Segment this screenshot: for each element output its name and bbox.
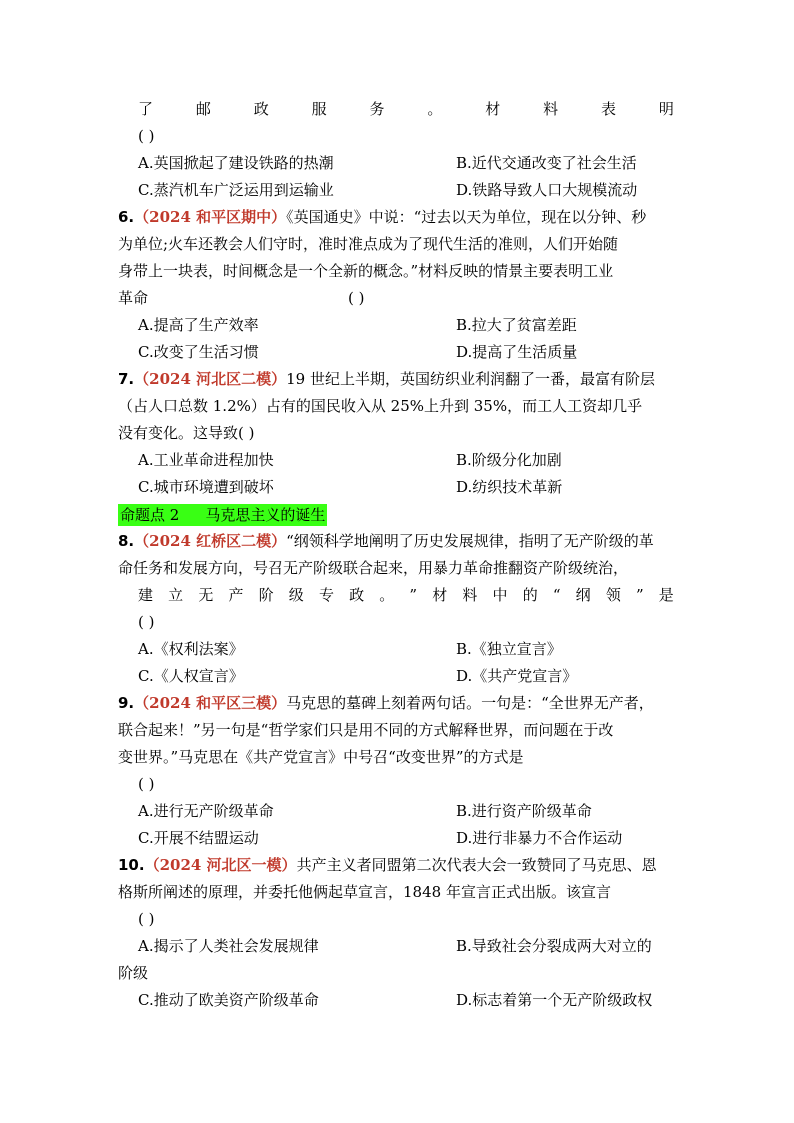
q10-text: 共产主义者同盟第二次代表大会一致赞同了马克思、恩 [296,856,657,874]
q8-text: “纲领科学地阐明了历史发展规律，指明了无产阶级的革 [286,532,654,550]
q9-option-d[interactable]: D.进行非暴力不合作运动 [456,829,623,847]
q5-option-c[interactable]: C.蒸汽机车广泛运用到运输业 [138,181,334,199]
q5-option-d[interactable]: D.铁路导致人口大规模流动 [456,181,638,199]
q8-option-a[interactable]: A.《权利法案》 [138,640,244,658]
q6-stem-line-1 [118,204,676,231]
q8-char: 纲 [575,586,591,604]
q8-options-row-2 [118,663,676,690]
q8-char: 专 [318,586,334,604]
q10-source: （2024 河北区一模） [144,856,297,874]
q8-option-b[interactable]: B.《独立宣言》 [456,640,562,658]
q9-stem-line-1 [118,690,676,717]
q8-option-d[interactable]: D.《共产党宣言》 [456,667,578,685]
q6-bracket: ( ) [348,289,365,307]
q7-options-row-1 [118,447,676,474]
q10-bracket: ( ) [138,910,155,928]
q8-char: 材 [432,586,448,604]
q7-option-d[interactable]: D.纺织技术革新 [456,478,563,496]
q10-option-b-continued: 阶级 [118,964,149,982]
q8-char: 领 [605,586,621,604]
q9-number: 9. [118,694,135,712]
q6-option-a[interactable]: A.提高了生产效率 [138,316,259,334]
q7-option-c[interactable]: C.城市环境遭到破坏 [138,478,274,496]
topic-heading [118,501,676,528]
q6-stem-line-2: 为单位;火车还教会人们守时，准时准点成为了现代生活的准则，人们开始随 [118,235,619,253]
q5-char: 料 [543,100,559,118]
question-list [118,96,676,1014]
q9-stem-line-3: 变世界。”马克思在《共产党宣言》中号召“改变世界”的方式是 [118,748,524,766]
q7-option-a[interactable]: A.工业革命进程加快 [138,451,274,469]
q8-stem-line-1 [118,528,676,555]
q8-bracket: ( ) [138,613,155,631]
q8-spread-line [118,582,676,609]
q7-number: 7. [118,370,135,388]
q6-option-b[interactable]: B.拉大了贫富差距 [456,316,577,334]
q8-char: 无 [198,586,214,604]
q6-options-row-2 [118,339,676,366]
q5-char: 服 [311,100,327,118]
q8-number: 8. [118,532,135,550]
q10-stem-line-2: 格斯所阐述的原理，并委托他俩起草宣言，1848 年宣言正式出版。该宣言 [118,883,611,901]
q5-char: 。 [427,100,443,118]
q6-text: 《英国通史》中说：“过去以天为单位，现在以分钟、秒 [286,208,647,226]
q9-options-row-1 [118,798,676,825]
q9-options-row-2 [118,825,676,852]
q9-option-c[interactable]: C.开展不结盟运动 [138,829,259,847]
q5-char: 务 [369,100,385,118]
q8-char: 政 [349,586,365,604]
q7-options-row-2 [118,474,676,501]
q8-char: 中 [492,586,508,604]
q9-bracket: ( ) [138,775,155,793]
q6-option-d[interactable]: D.提高了生活质量 [456,343,578,361]
q6-option-c[interactable]: C.改变了生活习惯 [138,343,259,361]
topic-highlight [118,504,327,526]
q6-stem-line-3: 身带上一块表，时间概念是一个全新的概念。”材料反映的情景主要表明工业 [118,262,614,280]
q5-bracket: ( ) [138,127,155,145]
q8-char: “ [552,586,561,604]
q7-stem-line-1 [118,366,676,393]
q5-char: 邮 [195,100,211,118]
q7-stem-line-2: （占人口总数 1.2%）占有的国民收入从 25%上升到 35%，而工人工资却几乎 [118,397,643,415]
q10-options-row-2 [118,987,676,1014]
q7-option-b[interactable]: B.阶级分化加剧 [456,451,562,469]
q8-stem-line-2: 命任务和发展方向，号召无产阶级联合起来，用暴力革命推翻资产阶级统治， [118,559,629,577]
q5-option-b[interactable]: B.近代交通改变了社会生活 [456,154,637,172]
q5-options-row-1 [118,150,676,177]
q8-char: 料 [462,586,478,604]
q10-option-d[interactable]: D.标志着第一个无产阶级政权 [456,991,653,1009]
q8-char: 是 [658,586,674,604]
q8-char: 立 [168,586,184,604]
q8-char: 产 [228,586,244,604]
q5-option-a[interactable]: A.英国掀起了建设铁路的热潮 [138,154,334,172]
q6-options-row-1 [118,312,676,339]
q8-option-c[interactable]: C.《人权宣言》 [138,667,244,685]
q6-last-text: 革命 [118,289,149,307]
q8-char: 建 [138,586,154,604]
q8-char: ” [635,586,644,604]
q10-option-c[interactable]: C.推动了欧美资产阶级革命 [138,991,319,1009]
q8-char: 级 [288,586,304,604]
topic-label: 命题点 2 [120,506,180,524]
q7-stem-line-3: 没有变化。这导致( ) [118,424,255,442]
q8-char: 阶 [258,586,274,604]
q6-stem-line-4 [118,285,676,312]
q8-options-row-1 [118,636,676,663]
q9-option-a[interactable]: A.进行无产阶级革命 [138,802,274,820]
q8-source: （2024 红桥区二模） [134,532,287,550]
q9-source: （2024 和平区三模） [134,694,287,712]
q9-text: 马克思的墓碑上刻着两句话。一句是：“全世界无产者， [286,694,654,712]
q6-source: （2024 和平区期中） [134,208,287,226]
q10-number: 10. [118,856,145,874]
q9-stem-line-2: 联合起来！”另一句是“哲学家们只是用不同的方式解释世界，而问题在于改 [118,721,614,739]
q5-char: 政 [253,100,269,118]
q5-char: 了 [138,100,154,118]
q10-stem-line-1 [118,852,676,879]
topic-title: 马克思主义的诞生 [205,506,326,524]
q5-char: 材 [485,100,501,118]
q10-option-b[interactable]: B.导致社会分裂成两大对立的 [456,937,652,955]
q7-text: 19 世纪上半期，英国纺织业利润翻了一番，最富有阶层 [286,370,655,388]
q5-spread-line [118,96,676,123]
q8-char: 的 [522,586,538,604]
q9-option-b[interactable]: B.进行资产阶级革命 [456,802,592,820]
q7-source: （2024 河北区二模） [134,370,287,388]
q8-char: ” [409,586,418,604]
q8-char: 。 [379,586,395,604]
q5-char: 明 [658,100,674,118]
q6-number: 6. [118,208,135,226]
q5-options-row-2 [118,177,676,204]
q10-option-a[interactable]: A.揭示了人类社会发展规律 [138,937,319,955]
q10-options-row-1 [118,933,676,960]
q5-char: 表 [601,100,617,118]
